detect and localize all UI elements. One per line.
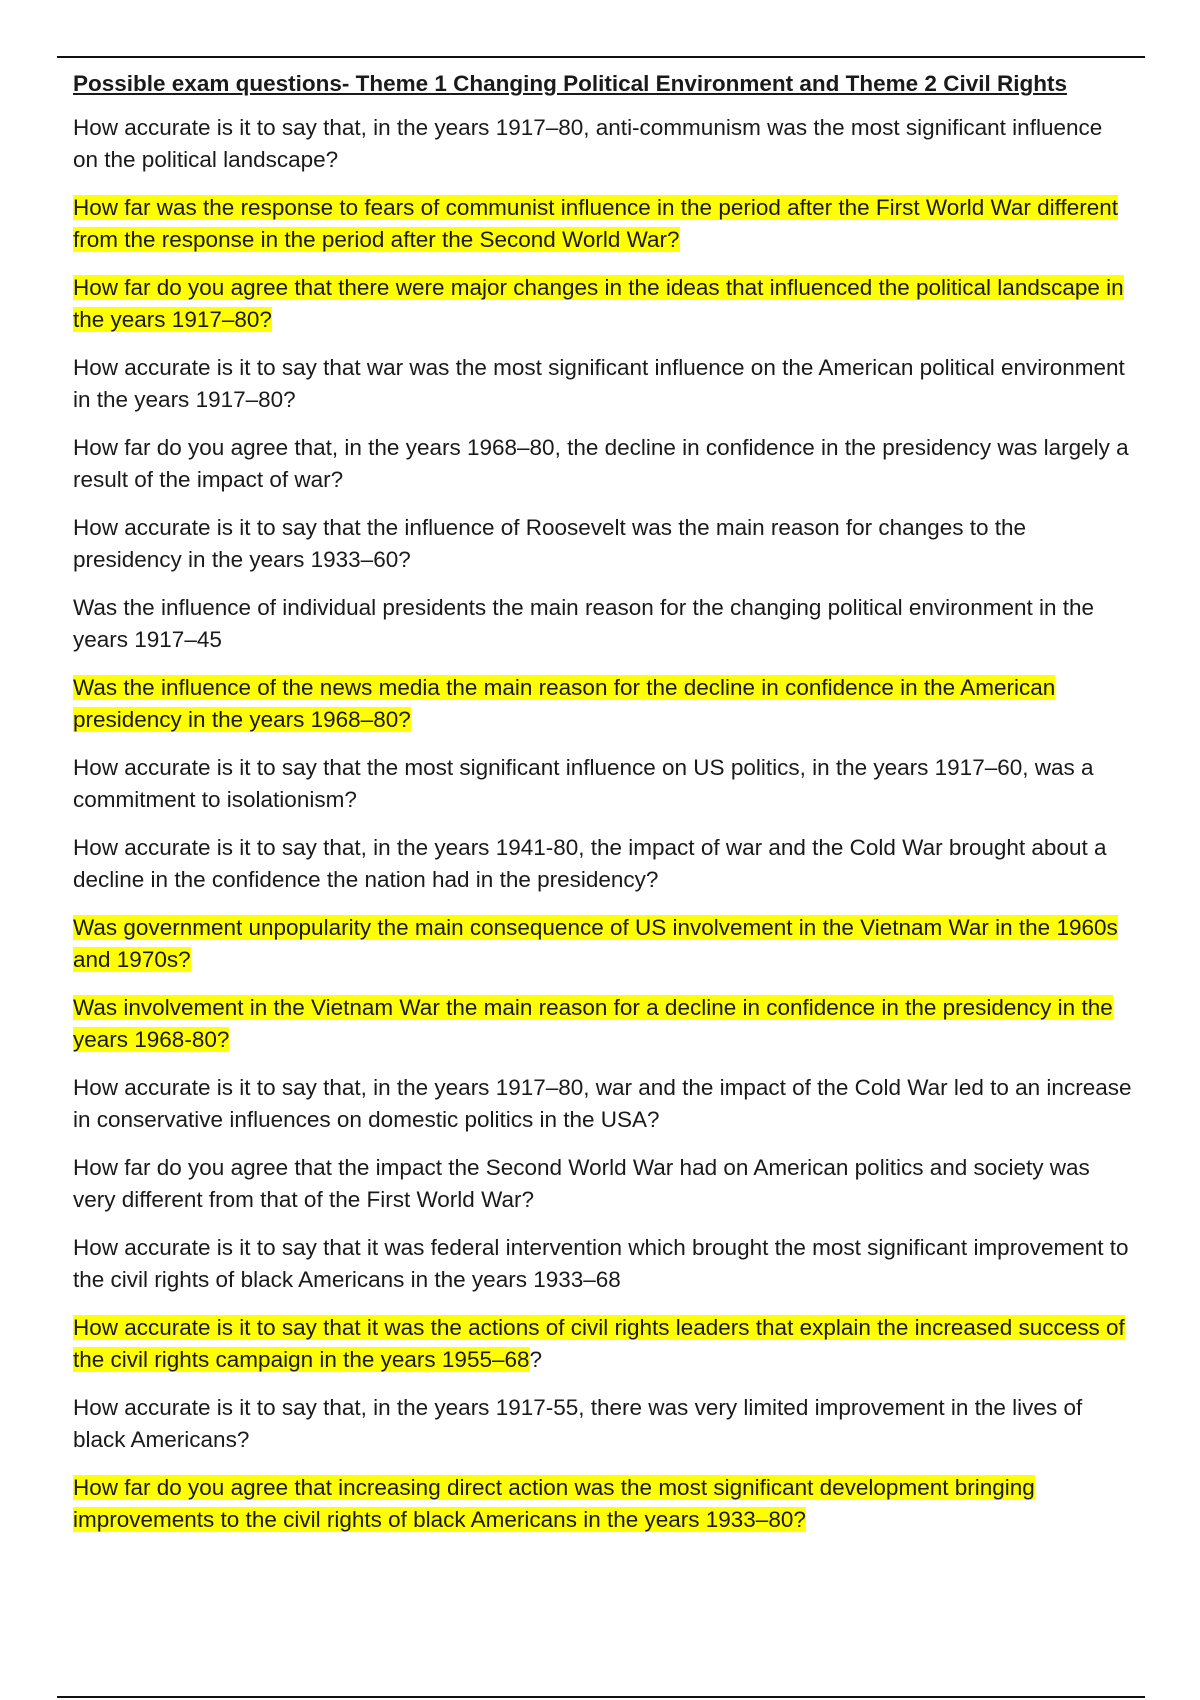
- question-text: How far do you agree that the impact the Second World War had on American politics and society was very different from that of the First World War?: [73, 1155, 1090, 1212]
- question-text: ?: [529, 1347, 543, 1372]
- question-text: How accurate is it to say that war was the most significant influence on the American political environment in the years 1917–80?: [73, 355, 1125, 412]
- question-paragraph: [73, 352, 1133, 416]
- highlighted-text: How far do you agree that increasing direct action was the most significant development bringing improvements to the civil rights of black Americans in the years 1933–80?: [73, 1475, 1035, 1532]
- question-text: How accurate is it to say that the influence of Roosevelt was the main reason for changes to the presidency in the years 1933–60?: [73, 515, 1027, 572]
- question-paragraph: [73, 1072, 1133, 1136]
- question-paragraph: [73, 1152, 1133, 1216]
- highlighted-text: Was government unpopularity the main consequence of US involvement in the Vietnam War in the 1960s and 1970s?: [73, 915, 1118, 972]
- question-paragraph: [73, 672, 1133, 736]
- question-text: Was the influence of individual presidents the main reason for the changing political environment in the years 1917–45: [73, 595, 1095, 652]
- top-rule: [57, 56, 1145, 58]
- question-text: How accurate is it to say that, in the years 1917-55, there was very limited improvement in the lives of black Americans?: [73, 1395, 1083, 1452]
- question-text: How accurate is it to say that it was federal intervention which brought the most significant improvement to the civil rights of black Americans in the years 1933–68: [73, 1235, 1129, 1292]
- question-text: How accurate is it to say that, in the years 1917–80, anti-communism was the most significant influence on the political landscape?: [73, 115, 1103, 172]
- question-text: How accurate is it to say that the most significant influence on US politics, in the years 1917–60, was a commitment to isolationism?: [73, 755, 1094, 812]
- question-paragraph: [73, 1312, 1133, 1376]
- question-paragraph: [73, 1472, 1133, 1536]
- question-paragraph: [73, 512, 1133, 576]
- bottom-rule: [57, 1696, 1145, 1698]
- question-paragraph: [73, 912, 1133, 976]
- question-text: How far do you agree that, in the years 1968–80, the decline in confidence in the presidency was largely a result of the impact of war?: [73, 435, 1129, 492]
- highlighted-text: How far was the response to fears of communist influence in the period after the First World War different from the response in the period after the Second World War?: [73, 195, 1119, 252]
- question-paragraph: [73, 432, 1133, 496]
- question-text: How accurate is it to say that, in the years 1917–80, war and the impact of the Cold War led to an increase in conservative influences on domestic politics in the USA?: [73, 1075, 1132, 1132]
- question-paragraph: [73, 272, 1133, 336]
- question-paragraph: [73, 1392, 1133, 1456]
- question-paragraph: [73, 592, 1133, 656]
- question-paragraph: [73, 1232, 1133, 1296]
- question-list: [73, 112, 1133, 1536]
- highlighted-text: How accurate is it to say that it was the actions of civil rights leaders that explain the increased success of the civil rights campaign in the years 1955–68: [73, 1315, 1125, 1372]
- highlighted-text: Was involvement in the Vietnam War the main reason for a decline in confidence in the presidency in the years 1968-80?: [73, 995, 1113, 1052]
- document-body: [73, 68, 1133, 1552]
- question-paragraph: [73, 992, 1133, 1056]
- highlighted-text: Was the influence of the news media the main reason for the decline in confidence in the American presidency in the years 1968–80?: [73, 675, 1056, 732]
- question-paragraph: [73, 752, 1133, 816]
- question-paragraph: [73, 112, 1133, 176]
- question-paragraph: [73, 832, 1133, 896]
- question-text: How accurate is it to say that, in the years 1941-80, the impact of war and the Cold War brought about a decline in the confidence the nation had in the presidency?: [73, 835, 1107, 892]
- question-paragraph: [73, 192, 1133, 256]
- document-title: Possible exam questions- Theme 1 Changing Political Environment and Theme 2 Civil Rights: [73, 71, 1067, 96]
- highlighted-text: How far do you agree that there were major changes in the ideas that influenced the political landscape in the years 1917–80?: [73, 275, 1124, 332]
